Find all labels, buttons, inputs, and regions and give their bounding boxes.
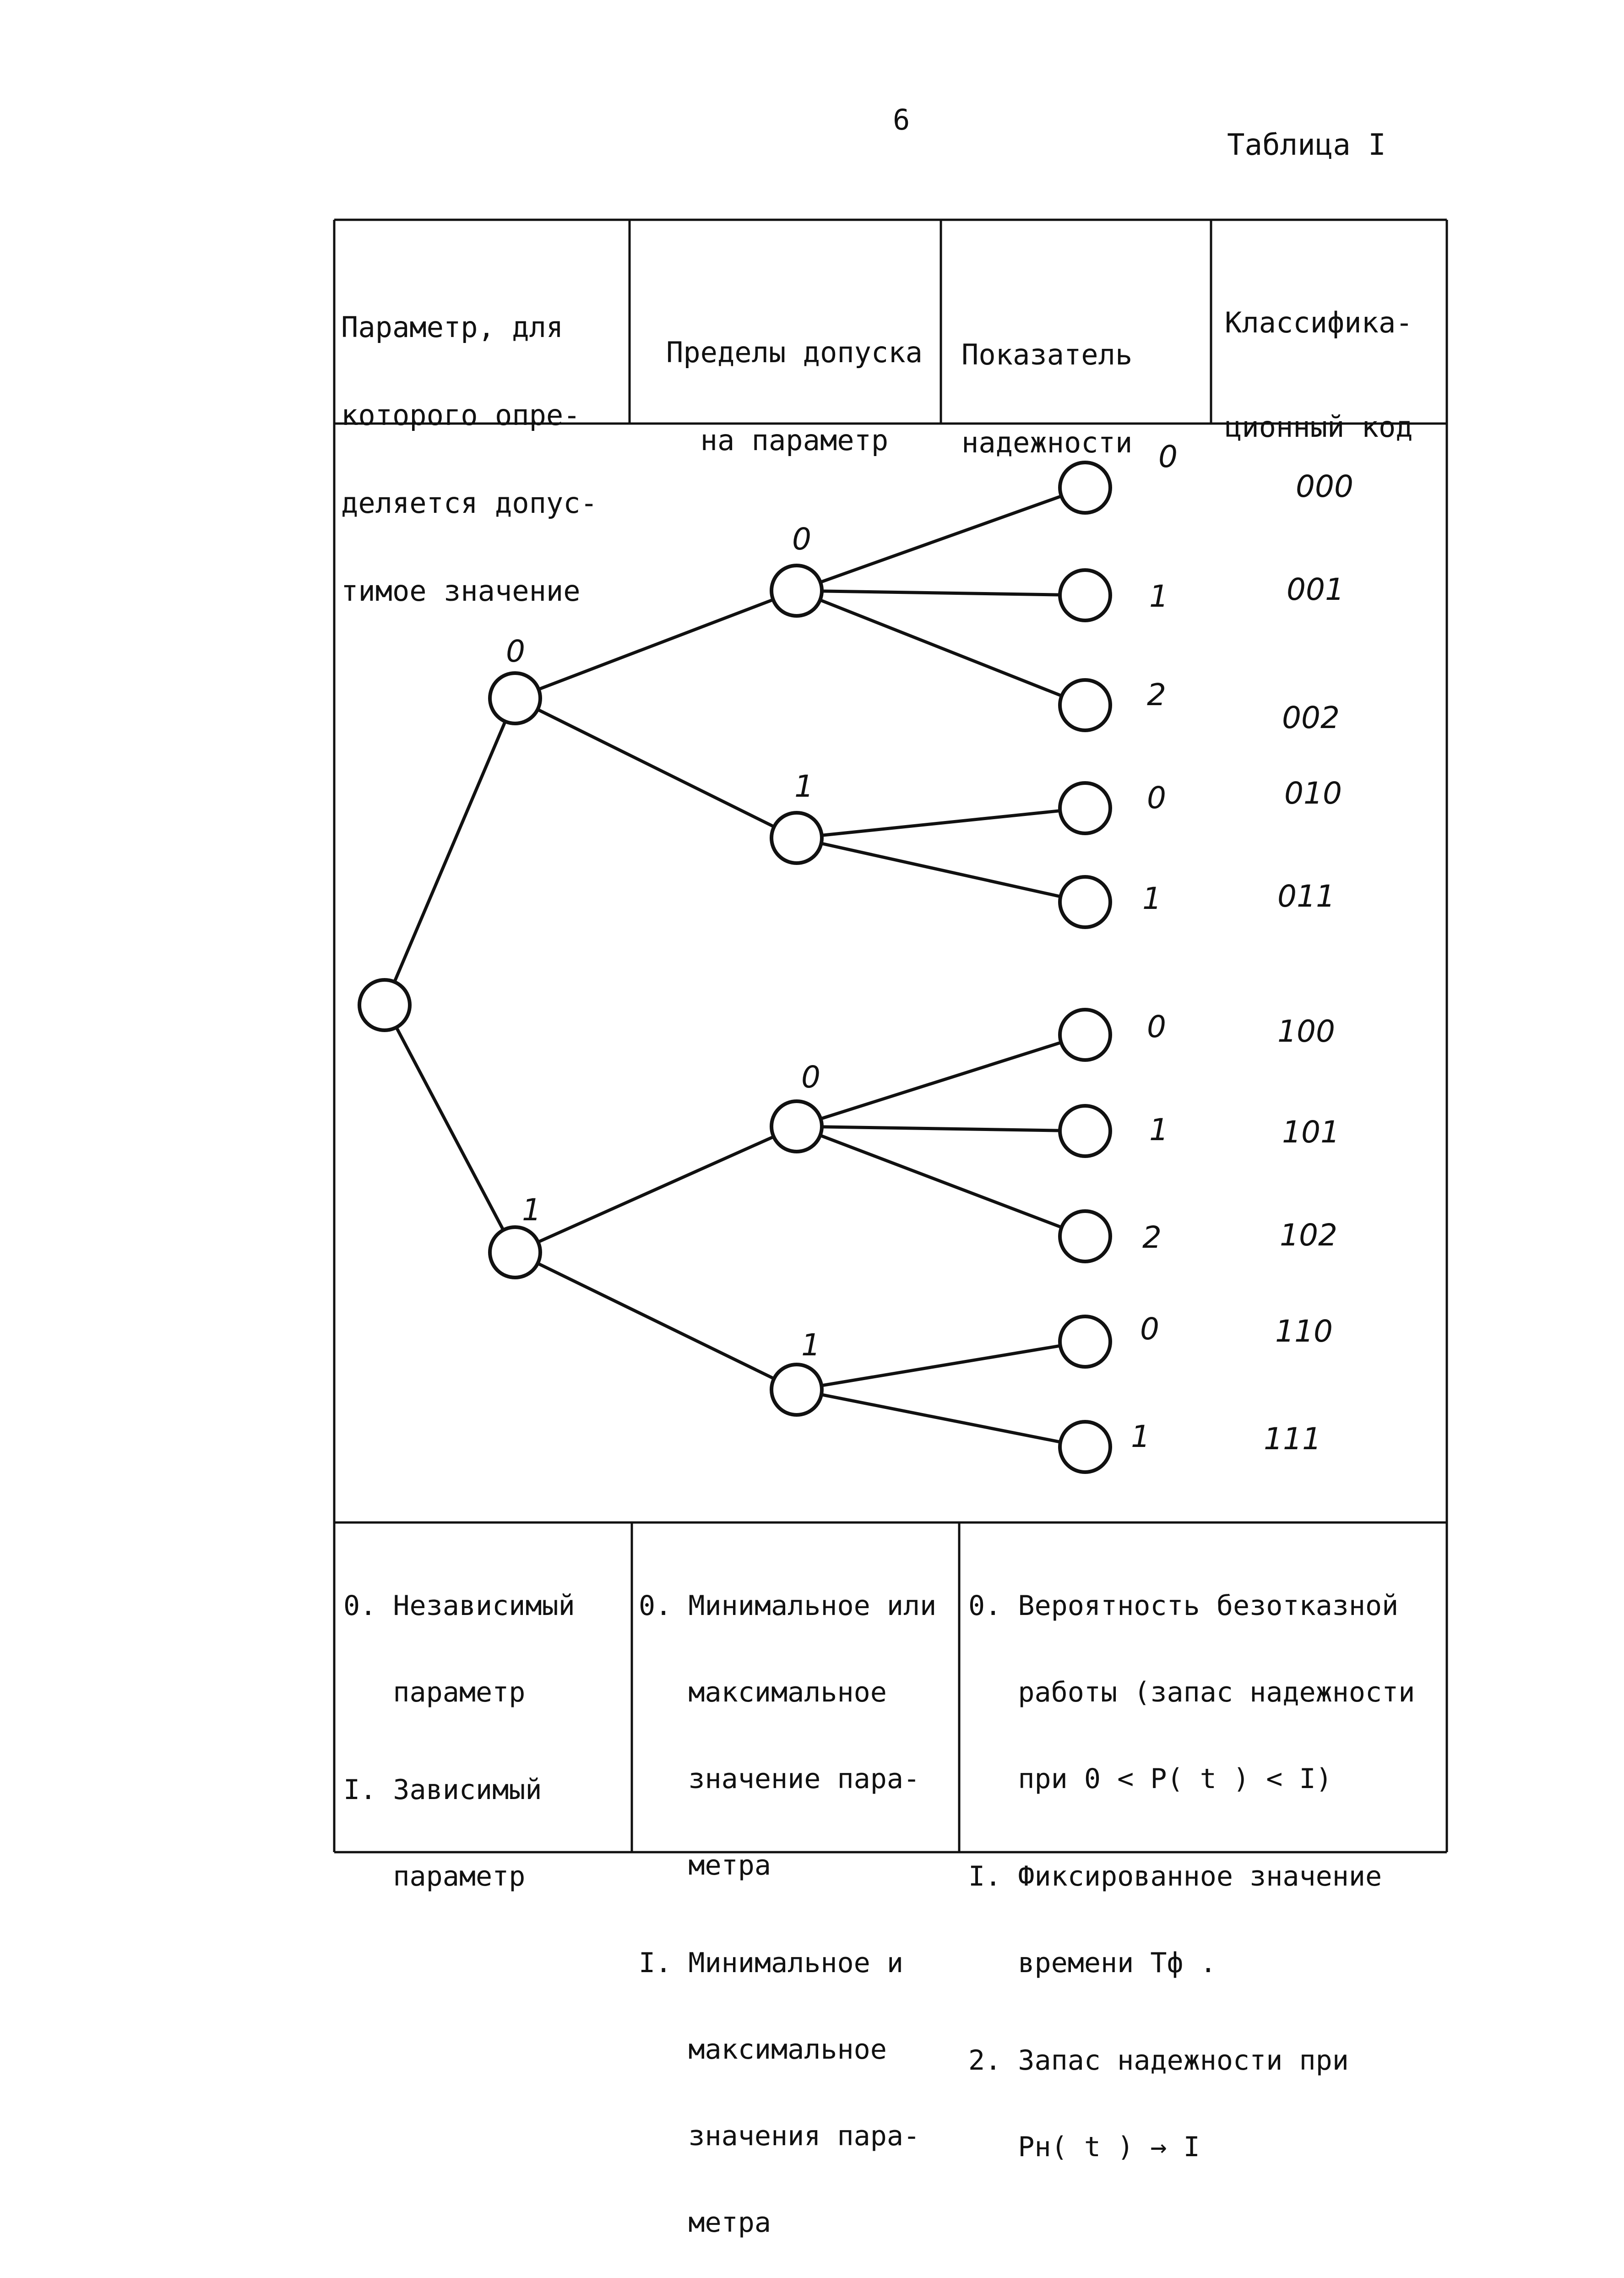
tree-node-l2-11 xyxy=(771,1365,822,1415)
classification-code: 010 xyxy=(1284,776,1342,811)
header-cell-reliability xyxy=(961,282,1132,487)
classification-code: 000 xyxy=(1296,469,1353,504)
tree-root-node xyxy=(359,980,410,1030)
header-cell-code xyxy=(1225,250,1413,471)
level1-label: 1 xyxy=(522,1192,541,1228)
header-line: Параметр, для xyxy=(341,310,564,344)
level2-label: 0 xyxy=(801,1060,820,1095)
header-line: которого опре- xyxy=(341,398,581,432)
legend-line: максимальное xyxy=(639,2033,887,2066)
tree-leaf-001 xyxy=(1060,570,1110,620)
classification-code: 111 xyxy=(1264,1421,1321,1457)
leaf-label: 1 xyxy=(1149,579,1168,614)
level2-label: 1 xyxy=(794,769,814,804)
legend-cell-parameter xyxy=(343,1534,575,1920)
leaf-label: 0 xyxy=(1147,1009,1166,1044)
header-line: Показатель xyxy=(961,338,1133,371)
tree-node-l1-1 xyxy=(490,1227,540,1278)
header-line: ционный код xyxy=(1225,410,1413,444)
legend-line: максимальное xyxy=(639,1676,887,1708)
level2-label: 0 xyxy=(792,522,811,557)
leaf-label: 2 xyxy=(1142,1220,1162,1255)
legend-line: I. Зависимый xyxy=(343,1774,542,1806)
classification-code: 011 xyxy=(1277,879,1335,914)
header-line: Пределы допуска xyxy=(666,336,923,369)
legend-line: I. Фиксированное значение xyxy=(968,1860,1382,1892)
legend-line: 0. Минимальное или xyxy=(639,1590,937,1622)
table-caption: Таблица I xyxy=(1227,128,1386,162)
legend-line: работы (запас надежности xyxy=(968,1676,1415,1708)
leaf-label: 1 xyxy=(1131,1419,1150,1454)
tree-leaf-101 xyxy=(1060,1106,1110,1156)
legend-line: метра xyxy=(639,2207,771,2239)
legend-line: 0. Независимый xyxy=(343,1590,575,1622)
legend-line: значения пара- xyxy=(639,2120,920,2152)
header-cell-parameter xyxy=(341,254,597,635)
page-number: 6 xyxy=(893,103,910,136)
classification-code: 002 xyxy=(1282,700,1340,735)
classification-code: 102 xyxy=(1280,1218,1337,1253)
legend-line: 2. Запас надежности при xyxy=(968,2044,1349,2077)
header-line: на параметр xyxy=(666,424,889,457)
leaf-label: 0 xyxy=(1158,439,1178,474)
leaf-label: 0 xyxy=(1140,1311,1159,1347)
tree-leaf-100 xyxy=(1060,1010,1110,1060)
header-line: деляется допус- xyxy=(341,486,597,520)
header-cell-tolerance xyxy=(666,279,923,484)
legend-cell-tolerance xyxy=(639,1534,936,2266)
legend-line: I. Минимальное и xyxy=(639,1947,903,1979)
leaf-label: 1 xyxy=(1149,1112,1168,1147)
legend-line: времени Tф . xyxy=(968,1947,1217,1979)
legend-line: при 0 < P( t ) < I) xyxy=(968,1763,1332,1795)
legend-line: Pн( t ) → I xyxy=(968,2131,1200,2163)
leaf-label: 1 xyxy=(1142,881,1162,916)
classification-code: 110 xyxy=(1275,1314,1333,1349)
legend-line: метра xyxy=(639,1849,771,1881)
legend-cell-reliability xyxy=(968,1534,1415,2191)
legend-line: параметр xyxy=(343,1860,526,1892)
tree-node-l2-01 xyxy=(771,813,822,863)
legend-line: параметр xyxy=(343,1676,526,1708)
tree-leaf-002 xyxy=(1060,680,1110,730)
tree-leaf-102 xyxy=(1060,1211,1110,1261)
legend-line: значение пара- xyxy=(639,1763,920,1795)
header-line: тимое значение xyxy=(341,574,581,608)
legend-line: 0. Вероятность безотказной xyxy=(968,1590,1399,1622)
tree-leaf-111 xyxy=(1060,1422,1110,1472)
tree-node-l2-10 xyxy=(771,1101,822,1152)
tree-leaf-011 xyxy=(1060,877,1110,927)
tree-leaf-010 xyxy=(1060,783,1110,833)
classification-code: 001 xyxy=(1287,572,1344,607)
leaf-label: 0 xyxy=(1147,780,1166,816)
tree-node-l2-00 xyxy=(771,565,822,616)
tree-leaf-110 xyxy=(1060,1316,1110,1367)
header-line: надежности xyxy=(961,426,1133,459)
leaf-label: 2 xyxy=(1147,677,1166,712)
level2-label: 1 xyxy=(801,1327,820,1363)
classification-code: 101 xyxy=(1282,1115,1340,1150)
classification-code: 100 xyxy=(1277,1014,1335,1049)
tree-node-l1-0 xyxy=(490,673,540,723)
header-line: Классифика- xyxy=(1225,306,1413,339)
level1-label: 0 xyxy=(506,634,525,669)
